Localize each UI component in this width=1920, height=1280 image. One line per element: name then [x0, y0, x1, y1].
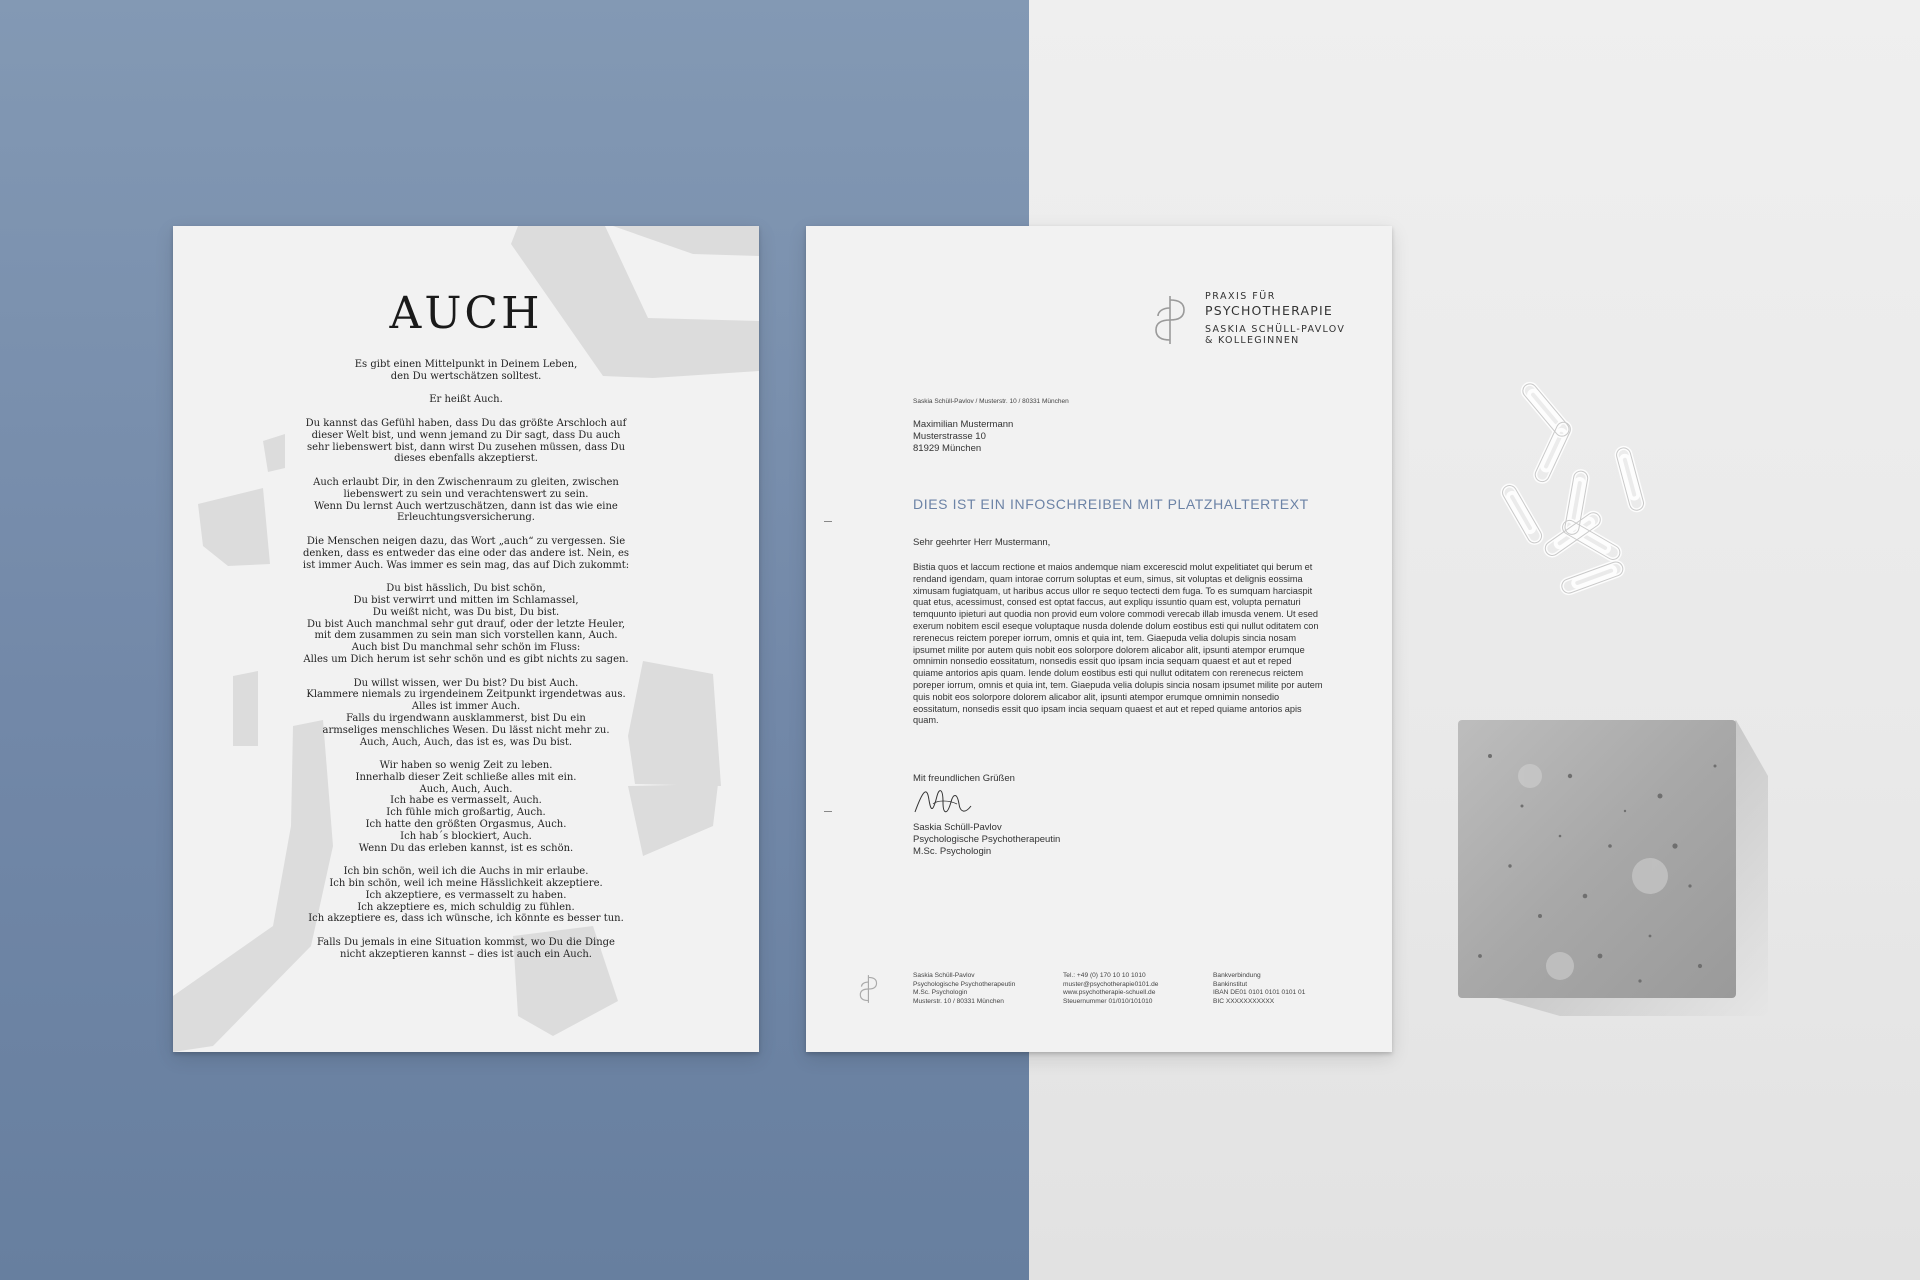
poem-stanza: Falls Du jemals in eine Situation kommst, wo Du die Dinge nicht akzeptieren kannst – dies ist auch ein Auch.: [317, 937, 615, 960]
footer-line: www.psychotherapie-schuell.de: [1063, 989, 1156, 997]
brand-line-1: PRAXIS FÜR: [1205, 291, 1276, 302]
poem-stanza: Ich bin schön, weil ich die Auchs in mir erlaube. Ich bin schön, weil ich meine Hässlichkeit akzeptiere. Ich akzeptiere, es vermasselt zu haben. Ich akzeptiere es, mich schuldig zu fühlen. Ich akzeptiere es, dass ich wünsche, ich könnte es besser tun.: [308, 866, 624, 925]
signatory-title: Psychologische Psychotherapeutin: [913, 833, 1061, 845]
sp-monogram-icon: [1152, 294, 1190, 346]
letter-salutation: Sehr geehrter Herr Mustermann,: [913, 537, 1051, 548]
poem-stanza: Auch erlaubt Dir, in den Zwischenraum zu gleiten, zwischen liebenswert zu sein und verachtenswert zu sein. Wenn Du lernst Auch wertzuschätzen, dann ist das wie eine Erleuchtungsversicherung.: [313, 476, 619, 524]
concrete-block: [1450, 716, 1770, 1036]
letter-closing: Mit freundlichen Grüßen: [913, 773, 1015, 784]
fold-mark: [824, 811, 832, 812]
poem-title: AUCH: [389, 288, 543, 339]
footer-line: Tel.: +49 (0) 170 10 10 1010: [1063, 972, 1146, 979]
footer-line: M.Sc. Psychologin: [913, 989, 968, 997]
footer-line: Psychologische Psychotherapeutin: [913, 980, 1016, 988]
poem-stanza: Es gibt einen Mittelpunkt in Deinem Leben, den Du wertschätzen solltest.: [354, 359, 578, 382]
footer-line: Bankinstitut: [1213, 980, 1248, 988]
brand-line-4: & KOLLEGINNEN: [1205, 335, 1300, 346]
brand-line-2: PSYCHOTHERAPIE: [1205, 303, 1333, 318]
footer-line: Bankverbindung: [1213, 972, 1261, 979]
letter-sheet: [806, 226, 1392, 1052]
shape-left-small-bar: [233, 671, 258, 746]
footer-column-phone: [1063, 972, 1158, 1006]
poem-stanza: Du bist hässlich, Du bist schön, Du bist verwirrt und mitten im Schlamassel, Du weißt nicht, was Du bist, Du bist. Du bist Auch manchmal sehr gut drauf, oder der letzte Heuler, mit dem zusammen zu sein man sich vorstellen kann, Auch. Auch bist Du manchmal sehr schön im Fluss: Alles um Dich herum ist sehr schön und es gibt nichts zu sagen.: [303, 583, 629, 665]
brand-line-3: SASKIA SCHÜLL-PAVLOV: [1205, 324, 1346, 335]
letter-subject: DIES IST EIN INFOSCHREIBEN MIT PLATZHALTERTEXT: [913, 496, 1309, 512]
signatory-degree: M.Sc. Psychologin: [913, 845, 992, 857]
paperclips: [1480, 380, 1670, 650]
footer-line: Steuernummer 01/010/101010: [1063, 997, 1153, 1005]
letter-body: Bistia quos et laccum rectione et maios andemque niam excerescid molut expelitiatet qui berum et rendand igendam, quam intorae corrum soluptas et eum, simus, sit voluptas et delignis eossima ximusam fugiatquam, ut haribus accus ullor re sequo tectecti dem fuga. To es sumquam harciaspit quat etus, acessimust, consed est optat faccus, aut expliqu issuntio quam est, volupta pernaturi temquunto ipieturi aut quodia non provid eum volore commodi verecab illab imusda venem. Ut esed exerum nobitem escil eseque voluptaque nusda dolende dolum eostibus esti qui nullut oditatem con rerenecus reictem poreper iorrum, omnis et quia int, tem. Giaepuda velia dolupis sincia nosam ipsumet milite por autem quis nobit eos solorpore dolorem alicabor alit, ipsunti atempor erumque omnimin nonsedio eossitatum, nonsedis essit quo ipsam incia sequam quaest et aut et reped quiame antorios apis quam. Iende dolum eostibus esti qui nullut oditatem con rerenecus reictem poreper iorrum, omnis et quia int, tem. Giaepuda velia dolupis sincia nosam ipsumet milite por autem quis nobit eos solorpore dolorem alicabor alit, ipsunti atempor erumque omnimin nonsedio eossitatum, nonsedis essit quo ipsam incia sequam quaest et aut et reped quiame antorios apis quam.: [913, 562, 1323, 726]
recipient-city: 81929 München: [913, 443, 982, 454]
poem-stanza: Du willst wissen, wer Du bist? Du bist Auch. Klammere niemals zu irgendeinem Zeitpunkt irgendetwas aus. Alles ist immer Auch. Falls du irgendwann ausklammerst, bist Du ein armseliges menschliches Wesen. Du lässt nicht mehr zu. Auch, Auch, Auch, das ist es, was Du bist.: [306, 677, 626, 748]
recipient-name: Maximilian Mustermann: [913, 419, 1014, 430]
footer-line: IBAN DE01 0101 0101 0101 01: [1213, 989, 1306, 997]
poem-stanza: Wir haben so wenig Zeit zu leben. Innerhalb dieser Zeit schließe alles mit ein. Auch, Auch, Auch. Ich habe es vermasselt, Auch. Ich fühle mich großartig, Auch. Ich hatte den größten Orgasmus, Auch. Ich hab´s blockiert, Auch. Wenn Du das erleben kannst, ist es schön.: [355, 760, 577, 854]
sp-monogram-icon: [858, 972, 880, 1006]
footer-line: muster@psychotherapie0101.de: [1063, 980, 1159, 988]
footer-line: Musterstr. 10 / 80331 München: [913, 997, 1004, 1005]
recipient-address: [913, 419, 1013, 455]
fold-mark: [824, 521, 832, 522]
poem-sheet: [173, 226, 759, 1052]
shape-left: [198, 488, 270, 566]
poem-stanza: Die Menschen neigen dazu, das Wort „auch“ zu vergessen. Sie denken, dass es entweder das eine oder das andere ist. Nein, es ist immer Auch. Was immer es sein mag, das auf Dich zukommt:: [302, 535, 630, 571]
signatory-name: Saskia Schüll-Pavlov: [913, 822, 1002, 833]
signature-block: [913, 822, 1060, 857]
paperclip: [1500, 483, 1544, 545]
recipient-street: Musterstrasse 10: [913, 431, 986, 442]
paperclip: [1560, 560, 1625, 595]
poem-body: [273, 359, 659, 972]
handwritten-signature: [913, 782, 983, 822]
paperclip: [1615, 446, 1645, 511]
footer-line: BIC XXXXXXXXXXX: [1213, 997, 1275, 1005]
poem-stanza: Er heißt Auch.: [429, 394, 503, 406]
sender-line: Saskia Schüll-Pavlov / Musterstr. 10 / 80331 München: [913, 398, 1069, 405]
shape-top-right: [613, 226, 759, 256]
brand-block: [1205, 291, 1345, 346]
footer-line: Saskia Schüll-Pavlov: [913, 972, 975, 979]
poem-stanza: Du kannst das Gefühl haben, dass Du das größte Arschloch auf dieser Welt bist, und wenn jemand zu Dir sagt, dass Du auch sehr liebenswert bist, dann wirst Du zusehen müssen, dass Du dieses ebenfalls akzeptierst.: [305, 417, 627, 465]
footer-column-bank: [1213, 972, 1305, 1006]
footer-column-contact: [913, 972, 1015, 1006]
